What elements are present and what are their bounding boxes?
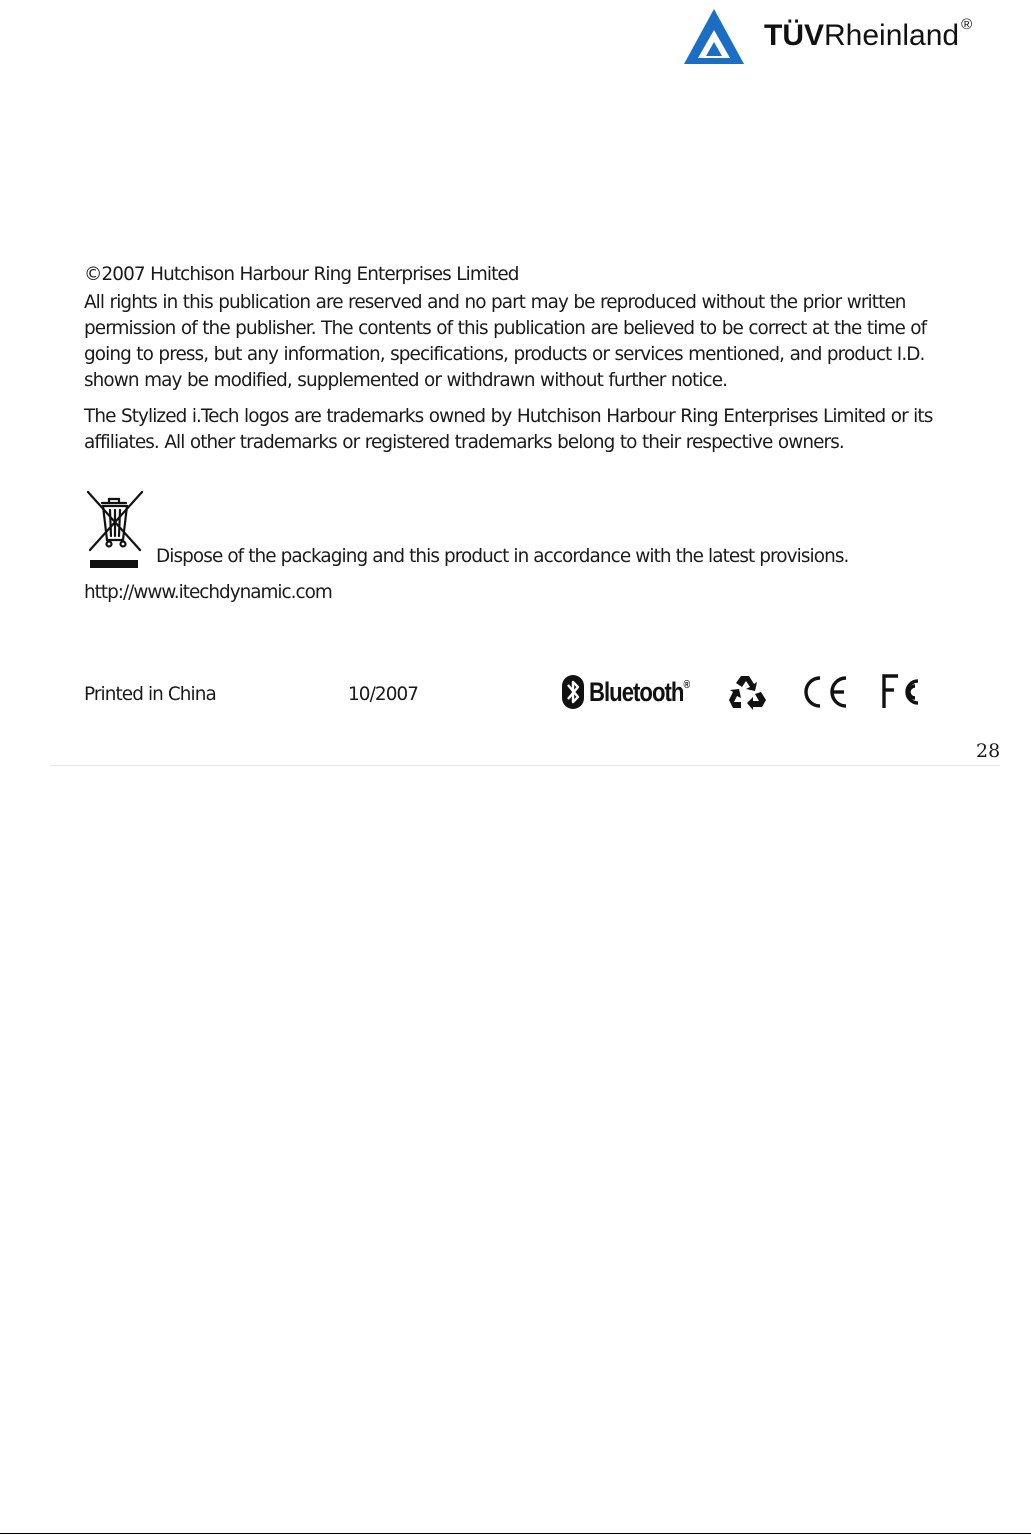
bluetooth-logo [561, 674, 711, 710]
ce-mark-icon [800, 674, 850, 710]
bottom-rule [0, 1533, 1031, 1534]
legal-text-block [84, 262, 964, 456]
printed-in-label: Printed in China [84, 684, 216, 705]
tuv-wordmark-bold: TÜV [764, 19, 824, 52]
copyright-line: ©2007 Hutchison Harbour Ring Enterprises Limited [84, 264, 519, 285]
fcc-mark-icon [880, 672, 928, 712]
website-link[interactable]: http://www.itechdynamic.com [84, 582, 332, 603]
rights-paragraph: All rights in this publication are reserved and no part may be reproduced without the prior written permission of the publisher. The contents of this publication are believed to be correct at the time of going to press, but any information, specifications, products or services mentioned, and product I.D. shown may be modified, supplemented or withdrawn without further notice. [84, 292, 927, 391]
bluetooth-wordmark [589, 677, 689, 708]
print-date: 10/2007 [348, 684, 419, 705]
bluetooth-registered-mark: ® [683, 678, 690, 691]
tuv-wordmark [764, 16, 973, 52]
tuv-triangle-icon [682, 6, 746, 66]
registered-mark: ® [961, 16, 973, 33]
bluetooth-label: Bluetooth [589, 676, 684, 707]
tuv-rheinland-logo [682, 6, 972, 66]
bluetooth-icon [561, 674, 585, 710]
trademark-paragraph: The Stylized i.Tech logos are trademarks owned by Hutchison Harbour Ring Enterprises Limited or its affiliates. All other trademarks or registered trademarks belong to their respective owners. [84, 406, 933, 453]
tuv-wordmark-regular: Rheinland [824, 19, 960, 52]
recycle-icon [725, 672, 769, 712]
page-number: 28 [976, 740, 1001, 762]
page-divider [50, 765, 1000, 766]
disposal-instructions: Dispose of the packaging and this product in accordance with the latest provisions. [156, 546, 849, 567]
weee-crossed-bin-icon [84, 488, 146, 572]
